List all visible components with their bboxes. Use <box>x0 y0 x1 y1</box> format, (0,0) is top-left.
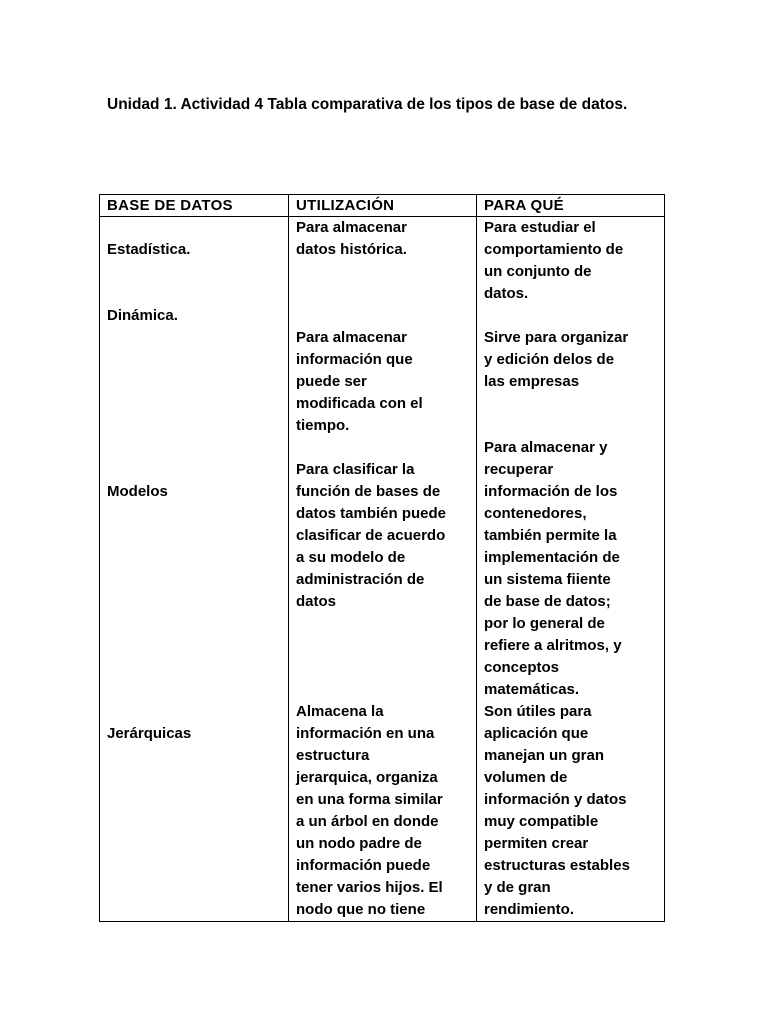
cell-para-que <box>477 217 665 922</box>
document-title: Unidad 1. Actividad 4 Tabla comparativa de los tipos de base de datos. <box>107 96 628 113</box>
utilizacion-text: Para almacenar datos histórica. Para almacenar información que puede ser modificada con el tiempo. Para clasificar la función de bases de datos también puede clasificar de acuerdo a su modelo de administración de datos Almacena la información en una estructura jerarquica, organiza en una forma similar a un árbol en donde un nodo padre de información puede tener varios hijos. El nodo que no tiene <box>296 219 447 918</box>
cell-utilizacion <box>289 217 477 922</box>
para-que-text: Para estudiar el comportamiento de un conjunto de datos. Sirve para organizar y edición delos de las empresas Para almacenar y recuperar información de los contenedores, también permite la implementación de un sistema fiiente de base de datos; por lo general de refiere a alritmos, y conceptos matemáticas. Son útiles para aplicación que manejan un gran volumen de información y datos muy compatible permiten crear estructuras estables y de gran rendimiento. <box>484 219 630 918</box>
header-base-de-datos: BASE DE DATOS <box>100 195 289 217</box>
table-header-row <box>100 195 665 217</box>
table-row <box>100 217 665 922</box>
header-para-que: PARA QUÉ <box>477 195 665 217</box>
header-utilizacion: UTILIZACIÓN <box>289 195 477 217</box>
database-types-text: Estadística. Dinámica. Modelos Jerárquicas <box>107 241 192 742</box>
comparison-table <box>99 194 665 922</box>
cell-base-de-datos <box>100 217 289 922</box>
